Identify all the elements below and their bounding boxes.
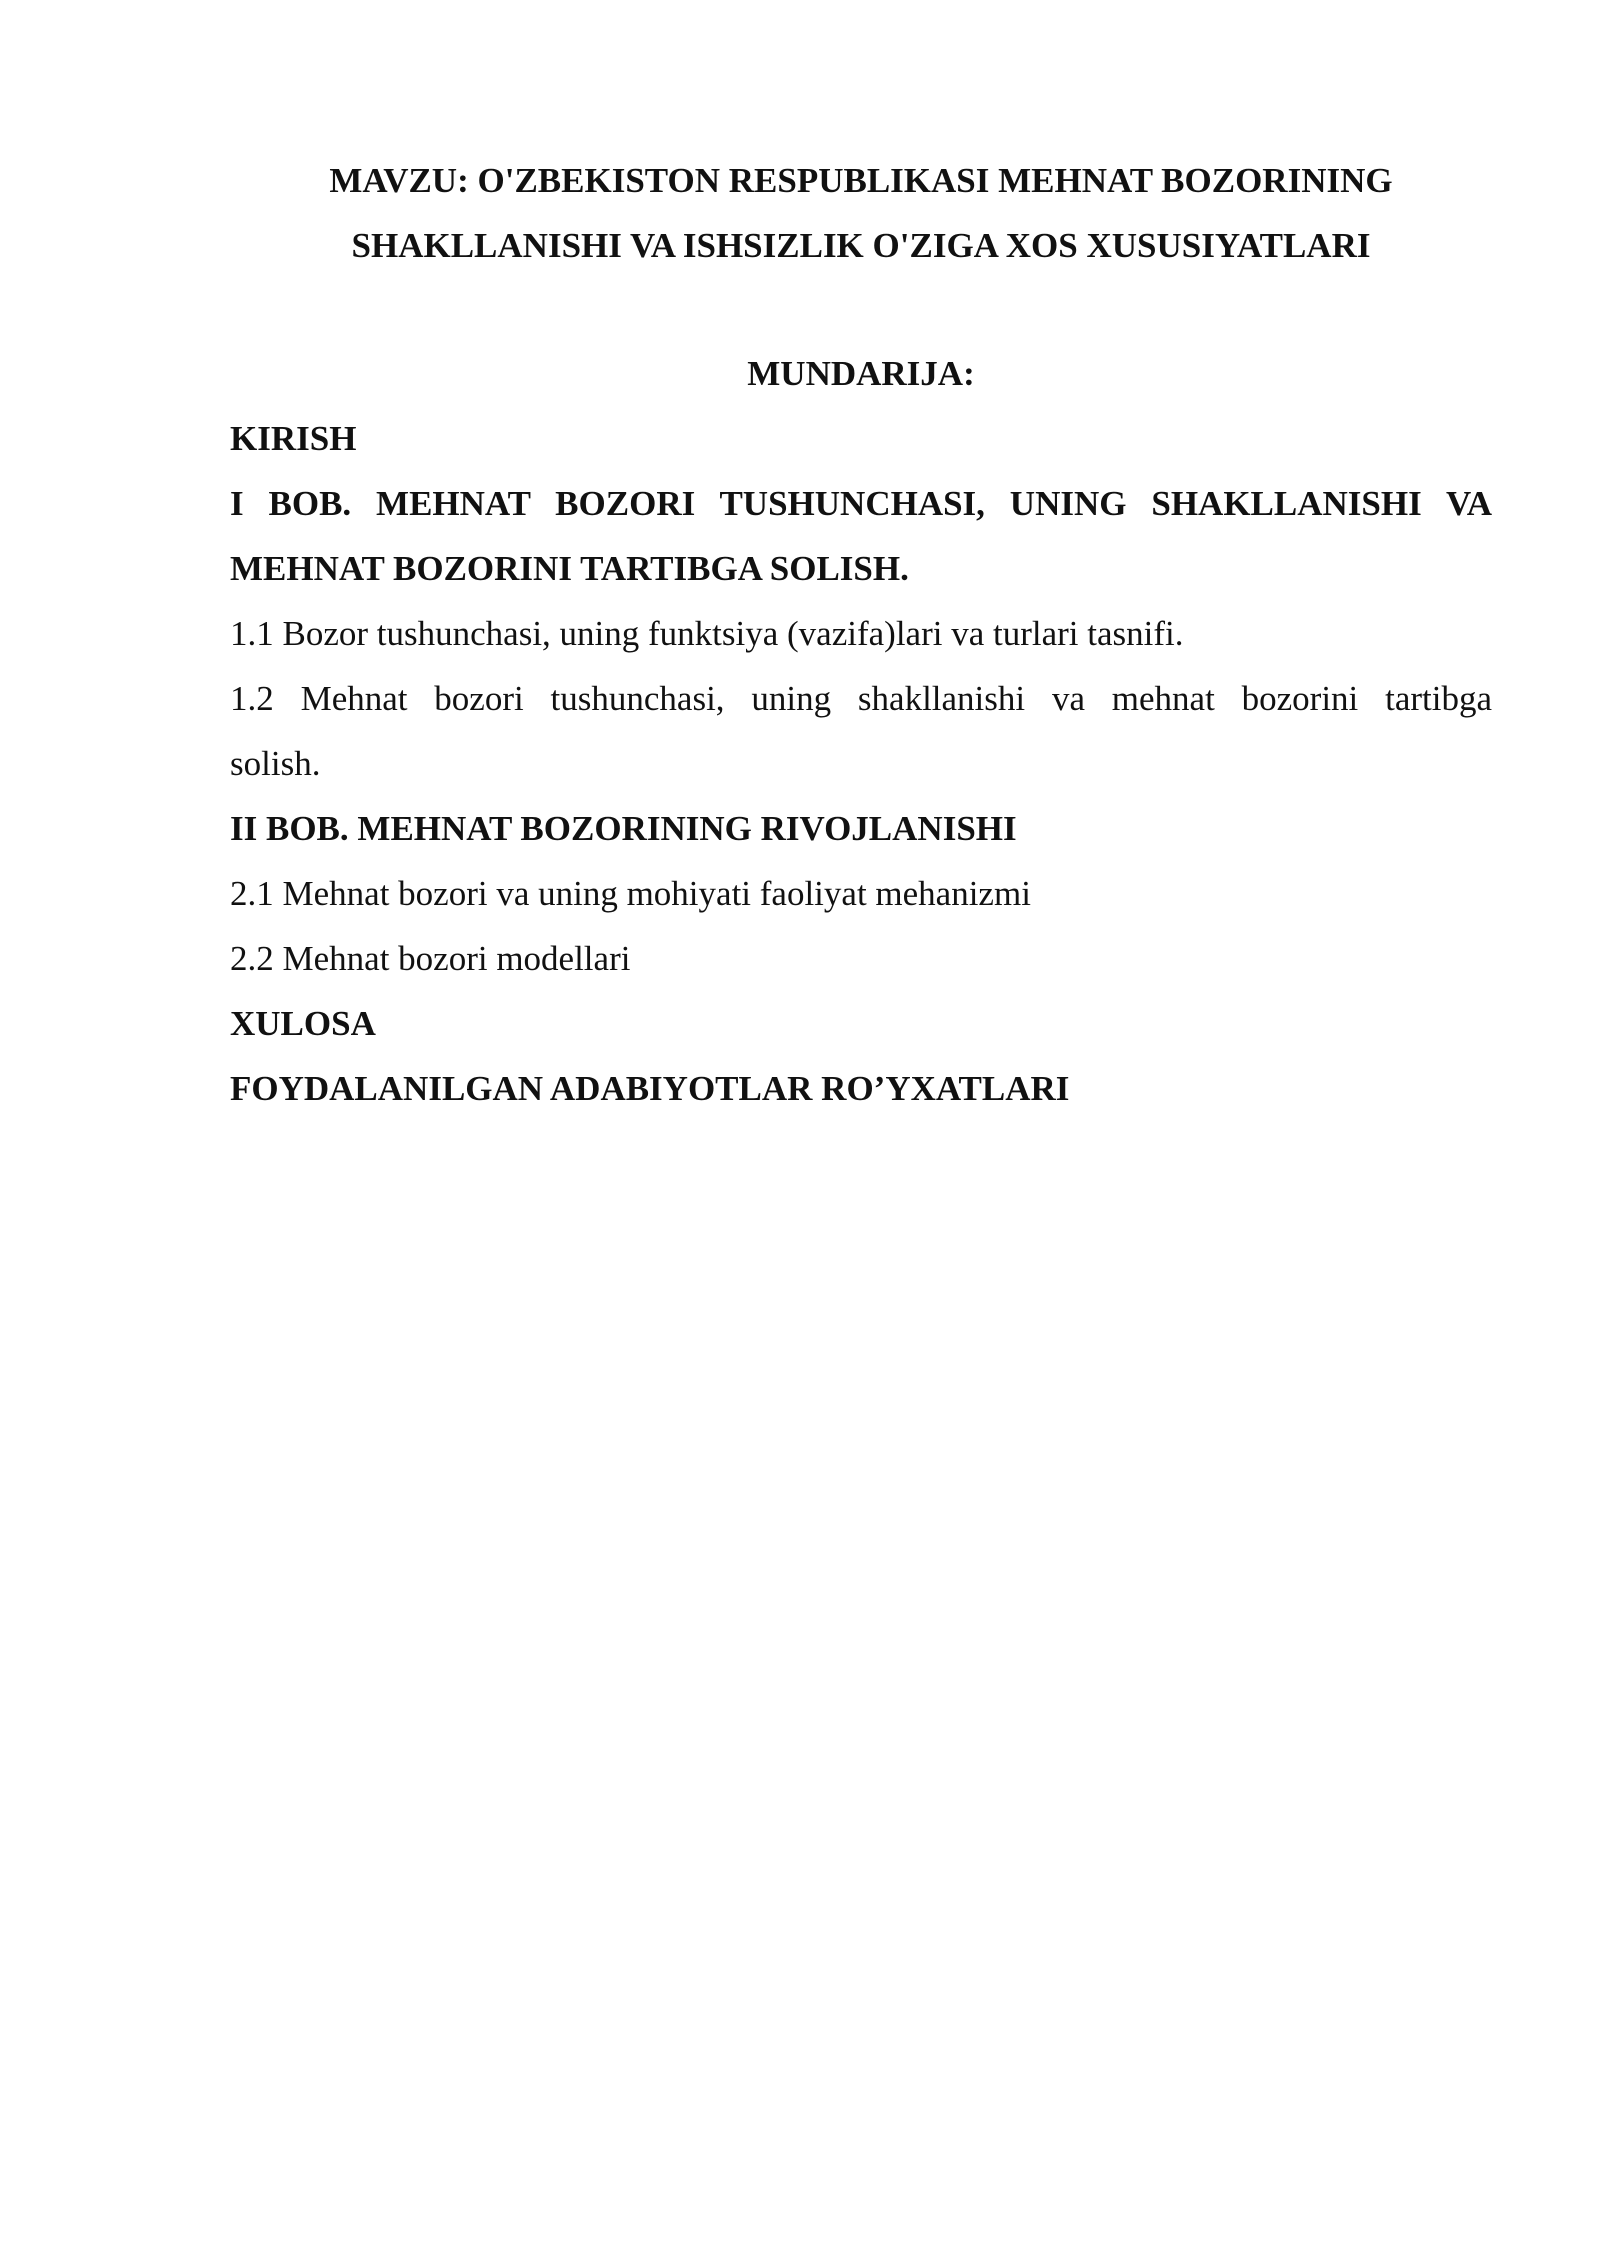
toc-chapter-1-line-1: I BOB. MEHNAT BOZORI TUSHUNCHASI, UNING SHAKLLANISHI VA	[230, 484, 1492, 523]
toc-section-1-2-line-2: solish.	[230, 744, 321, 783]
toc-item-chapter-2	[230, 796, 1492, 861]
toc-item-intro	[230, 406, 1492, 471]
toc-item-section-1-2	[230, 666, 1492, 796]
toc-item-label: 2.1 Mehnat bozori va uning mohiyati faoliyat mehanizmi	[230, 874, 1031, 913]
toc-item-label: XULOSA	[230, 1004, 376, 1043]
toc-item-label: KIRISH	[230, 419, 357, 458]
toc-item-label: 1.1 Bozor tushunchasi, uning funktsiya (vazifa)lari va turlari tasnifi.	[230, 614, 1184, 653]
table-of-contents	[230, 406, 1492, 1121]
toc-section-1-2-line-1: 1.2 Mehnat bozori tushunchasi, uning shakllanishi va mehnat bozorini tartibga	[230, 679, 1492, 718]
toc-item-chapter-1	[230, 471, 1492, 601]
toc-item-section-2-1	[230, 861, 1492, 926]
document-topic	[230, 148, 1492, 278]
toc-item-label: FOYDALANILGAN ADABIYOTLAR RO’YXATLARI	[230, 1069, 1070, 1108]
topic-line-2: SHAKLLANISHI VA ISHSIZLIK O'ZIGA XOS XUSUSIYATLARI	[351, 226, 1371, 265]
toc-item-section-2-2	[230, 926, 1492, 991]
contents-title: MUNDARIJA:	[747, 354, 975, 393]
topic-line-1: MAVZU: O'ZBEKISTON RESPUBLIKASI MEHNAT BOZORINING	[329, 161, 1393, 200]
toc-item-references	[230, 1056, 1492, 1121]
toc-item-section-1-1	[230, 601, 1492, 666]
toc-item-conclusion	[230, 991, 1492, 1056]
toc-chapter-1-line-2: MEHNAT BOZORINI TARTIBGA SOLISH.	[230, 549, 909, 588]
toc-item-label: 2.2 Mehnat bozori modellari	[230, 939, 631, 978]
toc-item-label: II BOB. MEHNAT BOZORINING RIVOJLANISHI	[230, 809, 1017, 848]
